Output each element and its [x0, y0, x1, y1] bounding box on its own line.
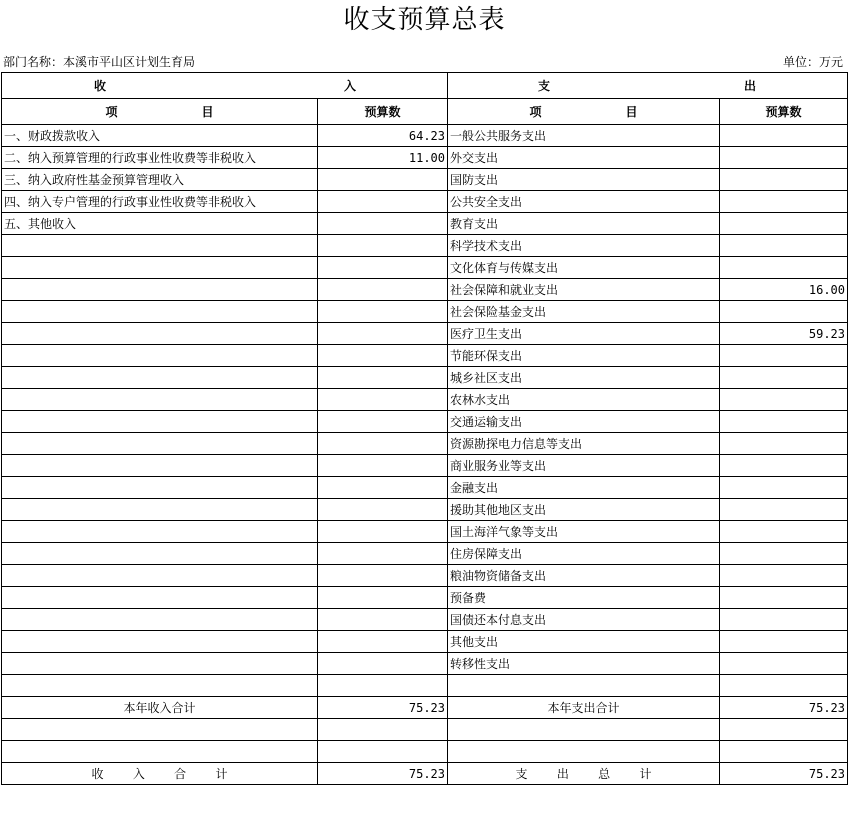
table-row: [2, 125, 848, 147]
table-row: [2, 587, 848, 609]
blank-row: [2, 741, 848, 763]
blank-row: [2, 719, 848, 741]
table-row: [2, 565, 848, 587]
blank-cell: [448, 741, 720, 763]
expense-item-cell: [448, 675, 720, 697]
table-row: [2, 653, 848, 675]
expense-item-cell: 文化体育与传媒支出: [448, 257, 720, 279]
grand-total-row: [2, 763, 848, 785]
income-item-cell: [2, 455, 318, 477]
blank-cell: [720, 719, 848, 741]
income-value-cell: [318, 257, 448, 279]
expense-item-cell: 社会保险基金支出: [448, 301, 720, 323]
table-row: [2, 675, 848, 697]
expense-value-cell: [720, 543, 848, 565]
year-total-row: [2, 697, 848, 719]
unit-label: 单位：万元: [782, 55, 843, 69]
expense-value-cell: [720, 565, 848, 587]
table-row: [2, 257, 848, 279]
expense-value-cell: [720, 653, 848, 675]
income-item-cell: [2, 301, 318, 323]
expense-value-cell: [720, 477, 848, 499]
header-row-sections: [2, 73, 848, 99]
expense-value-cell: [720, 521, 848, 543]
income-value-cell: [318, 389, 448, 411]
income-item-cell: [2, 279, 318, 301]
expense-item-cell: 粮油物资储备支出: [448, 565, 720, 587]
income-budget-header: 预算数: [318, 99, 448, 125]
income-item-cell: 四、纳入专户管理的行政事业性收费等非税收入: [2, 191, 318, 213]
income-value-cell: [318, 587, 448, 609]
income-item-cell: [2, 433, 318, 455]
income-item-cell: [2, 257, 318, 279]
expense-item-cell: 其他支出: [448, 631, 720, 653]
expense-value-cell: [720, 499, 848, 521]
header-row-columns: [2, 99, 848, 125]
expense-value-cell: [720, 147, 848, 169]
income-item-cell: [2, 565, 318, 587]
expense-item-cell: 科学技术支出: [448, 235, 720, 257]
expense-value-cell: [720, 257, 848, 279]
income-value-cell: [318, 653, 448, 675]
year-expense-total-label: 本年支出合计: [448, 697, 720, 719]
table-row: [2, 455, 848, 477]
income-item-cell: [2, 367, 318, 389]
income-item-cell: 二、纳入预算管理的行政事业性收费等非税收入: [2, 147, 318, 169]
expense-value-cell: [720, 301, 848, 323]
expense-value-cell: [720, 433, 848, 455]
income-item-cell: [2, 631, 318, 653]
income-value-cell: [318, 191, 448, 213]
expense-item-cell: 国防支出: [448, 169, 720, 191]
table-row: [2, 279, 848, 301]
expense-item-cell: 商业服务业等支出: [448, 455, 720, 477]
expense-item-header: 项 目: [448, 99, 720, 125]
expense-item-cell: 节能环保支出: [448, 345, 720, 367]
income-value-cell: [318, 279, 448, 301]
table-row: [2, 191, 848, 213]
grand-expense-total-value: 75.23: [720, 763, 848, 785]
expense-item-cell: 教育支出: [448, 213, 720, 235]
expense-item-cell: 医疗卫生支出: [448, 323, 720, 345]
income-value-cell: [318, 367, 448, 389]
expense-item-cell: 援助其他地区支出: [448, 499, 720, 521]
income-value-cell: [318, 499, 448, 521]
expense-budget-header: 预算数: [720, 99, 848, 125]
blank-cell: [2, 741, 318, 763]
table-row: [2, 301, 848, 323]
expense-item-cell: 交通运输支出: [448, 411, 720, 433]
page-title: 收支预算总表: [343, 5, 506, 35]
budget-table: [1, 72, 848, 785]
income-item-cell: [2, 323, 318, 345]
expense-value-cell: [720, 675, 848, 697]
expense-value-cell: [720, 587, 848, 609]
expense-value-cell: [720, 213, 848, 235]
income-value-cell: [318, 323, 448, 345]
income-value-cell: [318, 631, 448, 653]
expense-item-cell: 预备费: [448, 587, 720, 609]
table-row: [2, 499, 848, 521]
expense-value-cell: [720, 367, 848, 389]
table-row: [2, 543, 848, 565]
table-row: [2, 367, 848, 389]
income-value-cell: [318, 609, 448, 631]
income-value-cell: [318, 543, 448, 565]
income-item-cell: [2, 675, 318, 697]
income-value-cell: [318, 455, 448, 477]
expense-item-cell: 国债还本付息支出: [448, 609, 720, 631]
expense-item-cell: 一般公共服务支出: [448, 125, 720, 147]
table-row: [2, 477, 848, 499]
expense-item-cell: 外交支出: [448, 147, 720, 169]
income-value-cell: [318, 477, 448, 499]
income-value-cell: [318, 301, 448, 323]
table-row: [2, 213, 848, 235]
income-value-cell: [318, 411, 448, 433]
table-row: [2, 433, 848, 455]
expense-item-cell: 城乡社区支出: [448, 367, 720, 389]
expense-value-cell: [720, 609, 848, 631]
income-item-cell: [2, 543, 318, 565]
expense-value-cell: [720, 455, 848, 477]
expense-value-cell: 59.23: [720, 323, 848, 345]
income-item-cell: 五、其他收入: [2, 213, 318, 235]
grand-expense-total-label: 支 出 总 计: [448, 763, 720, 785]
expense-value-cell: [720, 411, 848, 433]
expense-item-cell: 转移性支出: [448, 653, 720, 675]
expense-item-cell: 社会保障和就业支出: [448, 279, 720, 301]
table-row: [2, 521, 848, 543]
expense-value-cell: [720, 191, 848, 213]
income-value-cell: [318, 675, 448, 697]
expense-value-cell: [720, 169, 848, 191]
department-name: 部门名称：本溪市平山区计划生育局: [3, 55, 196, 69]
income-value-cell: [318, 213, 448, 235]
year-income-total-value: 75.23: [318, 697, 448, 719]
expense-item-cell: 资源勘探电力信息等支出: [448, 433, 720, 455]
expense-section-header: 支 出: [448, 73, 848, 99]
table-row: [2, 631, 848, 653]
income-item-cell: [2, 345, 318, 367]
income-value-cell: [318, 433, 448, 455]
income-value-cell: [318, 521, 448, 543]
income-item-cell: [2, 521, 318, 543]
table-row: [2, 147, 848, 169]
table-row: [2, 389, 848, 411]
income-item-cell: 一、财政拨款收入: [2, 125, 318, 147]
income-item-cell: [2, 587, 318, 609]
table-row: [2, 411, 848, 433]
table-row: [2, 169, 848, 191]
income-item-cell: [2, 389, 318, 411]
income-item-cell: [2, 499, 318, 521]
income-item-header: 项 目: [2, 99, 318, 125]
income-item-cell: [2, 477, 318, 499]
table-row: [2, 345, 848, 367]
year-expense-total-value: 75.23: [720, 697, 848, 719]
income-value-cell: [318, 235, 448, 257]
income-section-header: 收 入: [2, 73, 448, 99]
expense-value-cell: [720, 235, 848, 257]
grand-income-total-label: 收 入 合 计: [2, 763, 318, 785]
table-row: [2, 235, 848, 257]
blank-cell: [318, 741, 448, 763]
expense-item-cell: 国土海洋气象等支出: [448, 521, 720, 543]
expense-item-cell: 农林水支出: [448, 389, 720, 411]
expense-value-cell: [720, 125, 848, 147]
expense-value-cell: [720, 345, 848, 367]
expense-value-cell: 16.00: [720, 279, 848, 301]
income-item-cell: 三、纳入政府性基金预算管理收入: [2, 169, 318, 191]
blank-cell: [2, 719, 318, 741]
income-value-cell: [318, 345, 448, 367]
table-row: [2, 323, 848, 345]
income-item-cell: [2, 411, 318, 433]
income-value-cell: [318, 169, 448, 191]
expense-item-cell: 金融支出: [448, 477, 720, 499]
grand-income-total-value: 75.23: [318, 763, 448, 785]
income-item-cell: [2, 609, 318, 631]
income-value-cell: 64.23: [318, 125, 448, 147]
expense-item-cell: 公共安全支出: [448, 191, 720, 213]
blank-cell: [318, 719, 448, 741]
year-income-total-label: 本年收入合计: [2, 697, 318, 719]
expense-value-cell: [720, 631, 848, 653]
expense-item-cell: 住房保障支出: [448, 543, 720, 565]
expense-value-cell: [720, 389, 848, 411]
blank-cell: [720, 741, 848, 763]
table-row: [2, 609, 848, 631]
income-value-cell: 11.00: [318, 147, 448, 169]
income-value-cell: [318, 565, 448, 587]
blank-cell: [448, 719, 720, 741]
income-item-cell: [2, 235, 318, 257]
income-item-cell: [2, 653, 318, 675]
